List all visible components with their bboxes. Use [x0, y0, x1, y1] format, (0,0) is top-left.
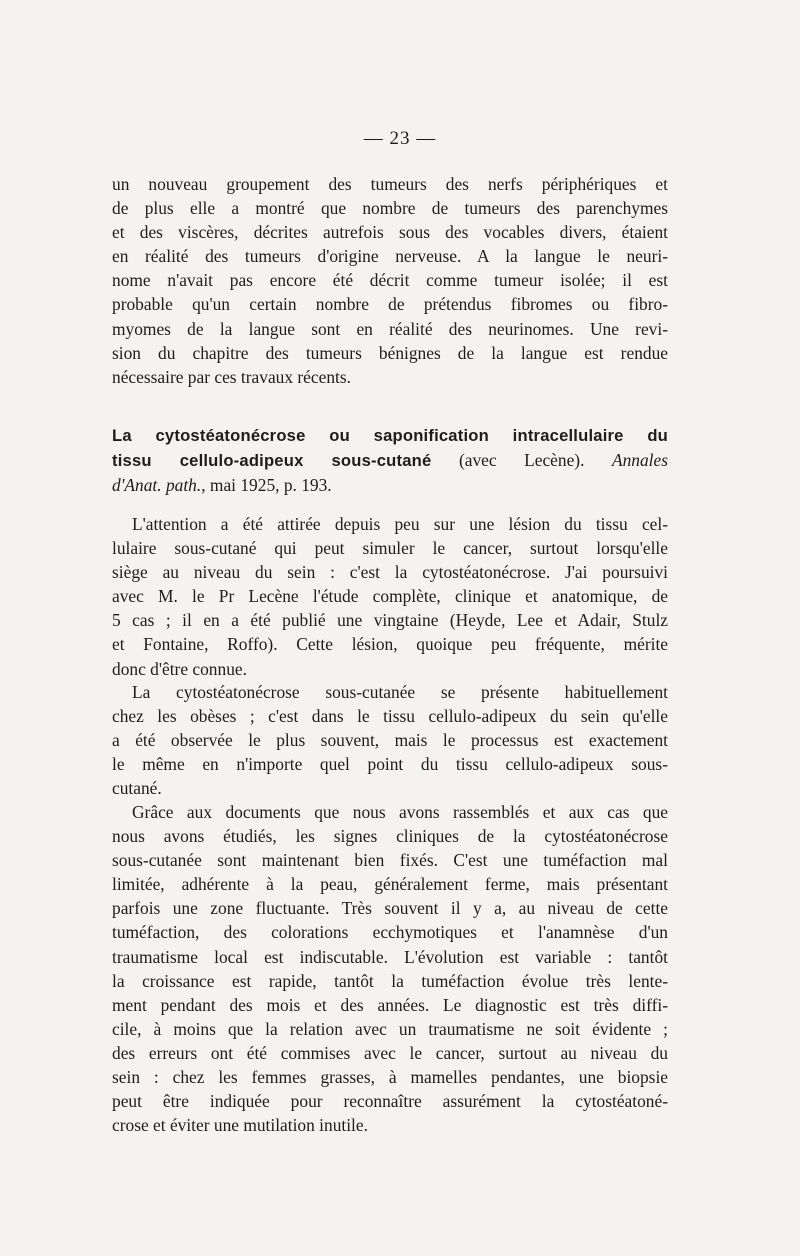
text-line: donc d'être connue. — [112, 658, 247, 679]
text-line: myomes de la langue sont en réalité des neurinomes. Une revi- — [112, 318, 668, 339]
text-line: et des viscères, décrites autrefois sous des vocables divers, étaient — [112, 222, 668, 243]
text-line: lulaire sous-cutané qui peut simuler le cancer, surtout lorsqu'elle — [112, 538, 668, 559]
paragraph-4 — [112, 800, 668, 1137]
text-line: a été observée le plus souvent, mais le processus est exactement — [112, 730, 668, 751]
text-line: peut être indiquée pour reconnaître assurément la cytostéatoné- — [112, 1091, 668, 1112]
heading-journal-cont: d'Anat. path. — [112, 475, 202, 496]
section-heading — [112, 424, 668, 497]
text-line: limitée, adhérente à la peau, généralement ferme, mais présentant — [112, 874, 668, 895]
paragraph-3 — [112, 680, 668, 800]
text-line: en réalité des tumeurs d'origine nerveuse. A la langue le neuri- — [112, 246, 668, 267]
text-line: nome n'avait pas encore été décrit comme tumeur isolée; il est — [112, 270, 668, 291]
text-line: la croissance est rapide, tantôt la tuméfaction évolue très lente- — [112, 970, 668, 991]
heading-coauthor: (avec Lecène). — [431, 450, 612, 471]
text-line: probable qu'un certain nombre de prétendus fibromes ou fibro- — [112, 294, 668, 315]
text-line: cile, à moins que la relation avec un traumatisme ne soit évidente ; — [112, 1018, 668, 1039]
text-line: de plus elle a montré que nombre de tumeurs des parenchymes — [112, 198, 668, 219]
text-line: siège au niveau du sein : c'est la cytostéatonécrose. J'ai poursuivi — [112, 562, 668, 583]
heading-line-3 — [112, 473, 668, 497]
text-line: traumatisme local est indiscutable. L'évolution est variable : tantôt — [112, 946, 668, 967]
heading-journal: Annales — [611, 450, 668, 471]
page-number: — 23 — — [363, 128, 437, 149]
text-line: chez les obèses ; c'est dans le tissu cellulo-adipeux du sein qu'elle — [112, 706, 668, 727]
text-line: cutané. — [112, 778, 162, 799]
text-line: tuméfaction, des colorations ecchymotiques et l'anamnèse d'un — [112, 922, 668, 943]
text-line: 5 cas ; il en a été publié une vingtaine (Heyde, Lee et Adair, Stulz — [112, 610, 668, 631]
text-line: La cytostéatonécrose sous-cutanée se présente habituellement — [132, 682, 668, 702]
heading-citation: , mai 1925, p. 193. — [201, 475, 332, 496]
text-line: sous-cutanée sont maintenant bien fixés. C'est une tuméfaction mal — [112, 850, 668, 871]
heading-line-2 — [112, 448, 668, 473]
paragraph-2 — [112, 512, 668, 681]
text-line: sion du chapitre des tumeurs bénignes de la langue est rendue — [112, 342, 668, 363]
heading-title-end: tissu cellulo-adipeux sous-cutané — [112, 451, 432, 471]
text-line: et Fontaine, Roffo). Cette lésion, quoique peu fréquente, mérite — [112, 634, 668, 655]
text-line: L'attention a été attirée depuis peu sur une lésion du tissu cel- — [132, 514, 668, 534]
text-line: parfois une zone fluctuante. Très souvent il y a, au niveau de cette — [112, 898, 668, 919]
paragraph-1 — [112, 172, 668, 389]
text-line: nécessaire par ces travaux récents. — [112, 366, 351, 387]
text-line: Grâce aux documents que nous avons rassemblés et aux cas que — [132, 802, 668, 822]
heading-line-1: La cytostéatonécrose ou saponification intracellulaire du — [112, 426, 668, 445]
text-line: avec M. le Pr Lecène l'étude complète, clinique et anatomique, de — [112, 586, 668, 607]
text-line: crose et éviter une mutilation inutile. — [112, 1115, 368, 1136]
text-line: sein : chez les femmes grasses, à mamelles pendantes, une biopsie — [112, 1067, 668, 1088]
text-line: nous avons étudiés, les signes cliniques de la cytostéatonécrose — [112, 826, 668, 847]
text-line: des erreurs ont été commises avec le cancer, surtout au niveau du — [112, 1042, 668, 1063]
text-line: ment pendant des mois et des années. Le diagnostic est très diffi- — [112, 994, 668, 1015]
text-line: le même en n'importe quel point du tissu cellulo-adipeux sous- — [112, 754, 668, 775]
text-line: un nouveau groupement des tumeurs des nerfs périphériques et — [112, 174, 668, 194]
